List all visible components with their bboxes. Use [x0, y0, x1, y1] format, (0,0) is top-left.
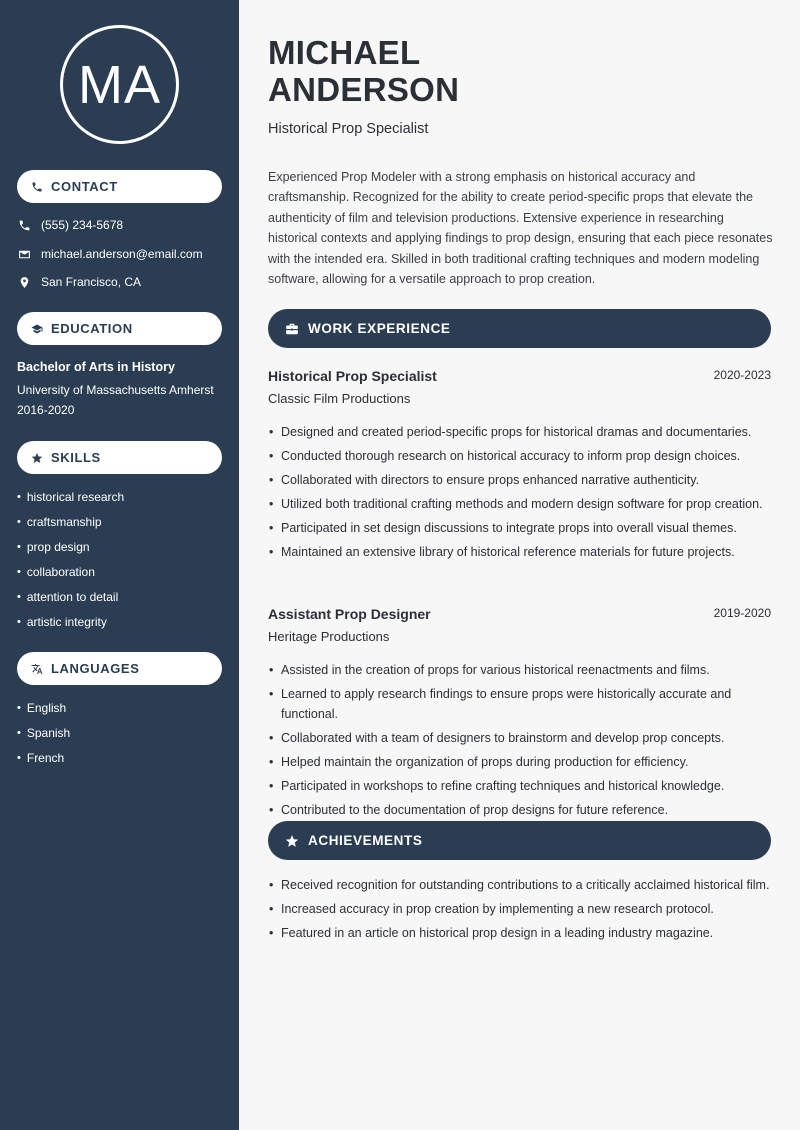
avatar: MA	[60, 25, 179, 144]
envelope-icon	[17, 247, 31, 261]
skill-item: • collaboration	[17, 559, 124, 584]
list-item: • Participated in workshops to refine crafting techniques and historical knowledge.	[268, 777, 771, 797]
skills-heading-label: SKILLS	[51, 450, 101, 465]
contact-heading-label: CONTACT	[51, 179, 118, 194]
list-item: • Participated in set design discussions to integrate props into overall visual themes.	[268, 519, 771, 539]
job-dates: 2020-2023	[713, 368, 771, 382]
list-item: • Utilized both traditional crafting methods and modern design software for prop creation.	[268, 495, 771, 515]
list-item: • Increased accuracy in prop creation by implementing a new research protocol.	[268, 900, 771, 920]
work-experience-heading-label: WORK EXPERIENCE	[308, 321, 451, 336]
achievements-heading	[268, 821, 771, 860]
job-bullets	[268, 423, 771, 567]
list-item: • Helped maintain the organization of props during production for efficiency.	[268, 753, 771, 773]
languages-heading	[17, 652, 222, 685]
list-item: • Collaborated with a team of designers to brainstorm and develop prop concepts.	[268, 729, 771, 749]
list-item: • Assisted in the creation of props for various historical reenactments and films.	[268, 661, 771, 681]
name-first: MICHAEL	[268, 34, 421, 71]
achievements-heading-label: ACHIEVEMENTS	[308, 833, 423, 848]
phone-icon	[17, 218, 31, 232]
education-school: University of Massachusetts Amherst	[17, 383, 214, 397]
skill-item: • craftsmanship	[17, 509, 124, 534]
job-role: Assistant Prop Designer	[268, 606, 431, 622]
education-heading	[17, 312, 222, 345]
skill-item: • prop design	[17, 534, 124, 559]
contact-email[interactable]	[17, 247, 203, 261]
job-bullets	[268, 661, 771, 825]
profile-summary: Experienced Prop Modeler with a strong emphasis on historical accuracy and craftsmanship. Recognized for the ability to create period-specific props that elevate the authenticity of film and television productions. Extensive experience in researching historical contexts and applying findings to prop design, ensuring that each piece resonates with the intended era. Skilled in both traditional crafting techniques and modern modeling software, allowing for a versatile approach to prop creation.	[268, 170, 773, 287]
skill-item: • attention to detail	[17, 584, 124, 609]
briefcase-icon	[285, 322, 299, 336]
list-item: • Learned to apply research findings to ensure props were historically accurate and functional.	[268, 685, 771, 724]
translate-icon	[31, 663, 43, 675]
skills-list	[17, 484, 124, 634]
star-icon	[31, 452, 43, 464]
name-last: ANDERSON	[268, 71, 460, 108]
education-years: 2016-2020	[17, 403, 75, 417]
contact-phone-text: (555) 234-5678	[41, 218, 124, 232]
job-company: Classic Film Productions	[268, 391, 411, 406]
contact-phone[interactable]	[17, 218, 123, 232]
full-name	[268, 34, 459, 108]
skill-item: • artistic integrity	[17, 609, 124, 634]
contact-location-text: San Francisco, CA	[41, 275, 142, 289]
map-pin-icon	[17, 275, 31, 289]
contact-location	[17, 275, 141, 289]
education-heading-label: EDUCATION	[51, 321, 133, 336]
list-item: • Conducted thorough research on historical accuracy to inform prop design choices.	[268, 447, 771, 467]
list-item: • Maintained an extensive library of historical reference materials for future projects.	[268, 543, 771, 563]
language-item: • Spanish	[17, 720, 70, 745]
languages-list	[17, 695, 70, 770]
contact-email-text: michael.anderson@email.com	[41, 247, 203, 261]
language-item: • English	[17, 695, 70, 720]
sidebar	[0, 0, 239, 1130]
job-role: Historical Prop Specialist	[268, 368, 437, 384]
list-item: • Contributed to the documentation of prop designs for future reference.	[268, 801, 771, 821]
contact-heading	[17, 170, 222, 203]
achievements-list	[268, 876, 771, 948]
job-dates: 2019-2020	[713, 606, 771, 620]
star-icon	[285, 834, 299, 848]
list-item: • Designed and created period-specific props for historical dramas and documentaries.	[268, 423, 771, 443]
work-experience-heading	[268, 309, 771, 348]
job-title: Historical Prop Specialist	[268, 121, 429, 137]
list-item: • Collaborated with directors to ensure props enhanced narrative authenticity.	[268, 471, 771, 491]
education-degree: Bachelor of Arts in History	[17, 360, 175, 374]
language-item: • French	[17, 745, 70, 770]
job-company: Heritage Productions	[268, 629, 390, 644]
list-item: • Received recognition for outstanding contributions to a critically acclaimed historical film.	[268, 876, 771, 896]
graduation-cap-icon	[31, 323, 43, 335]
phone-icon	[31, 181, 43, 193]
list-item: • Featured in an article on historical prop design in a leading industry magazine.	[268, 924, 771, 944]
skill-item: • historical research	[17, 484, 124, 509]
skills-heading	[17, 441, 222, 474]
languages-heading-label: LANGUAGES	[51, 661, 140, 676]
